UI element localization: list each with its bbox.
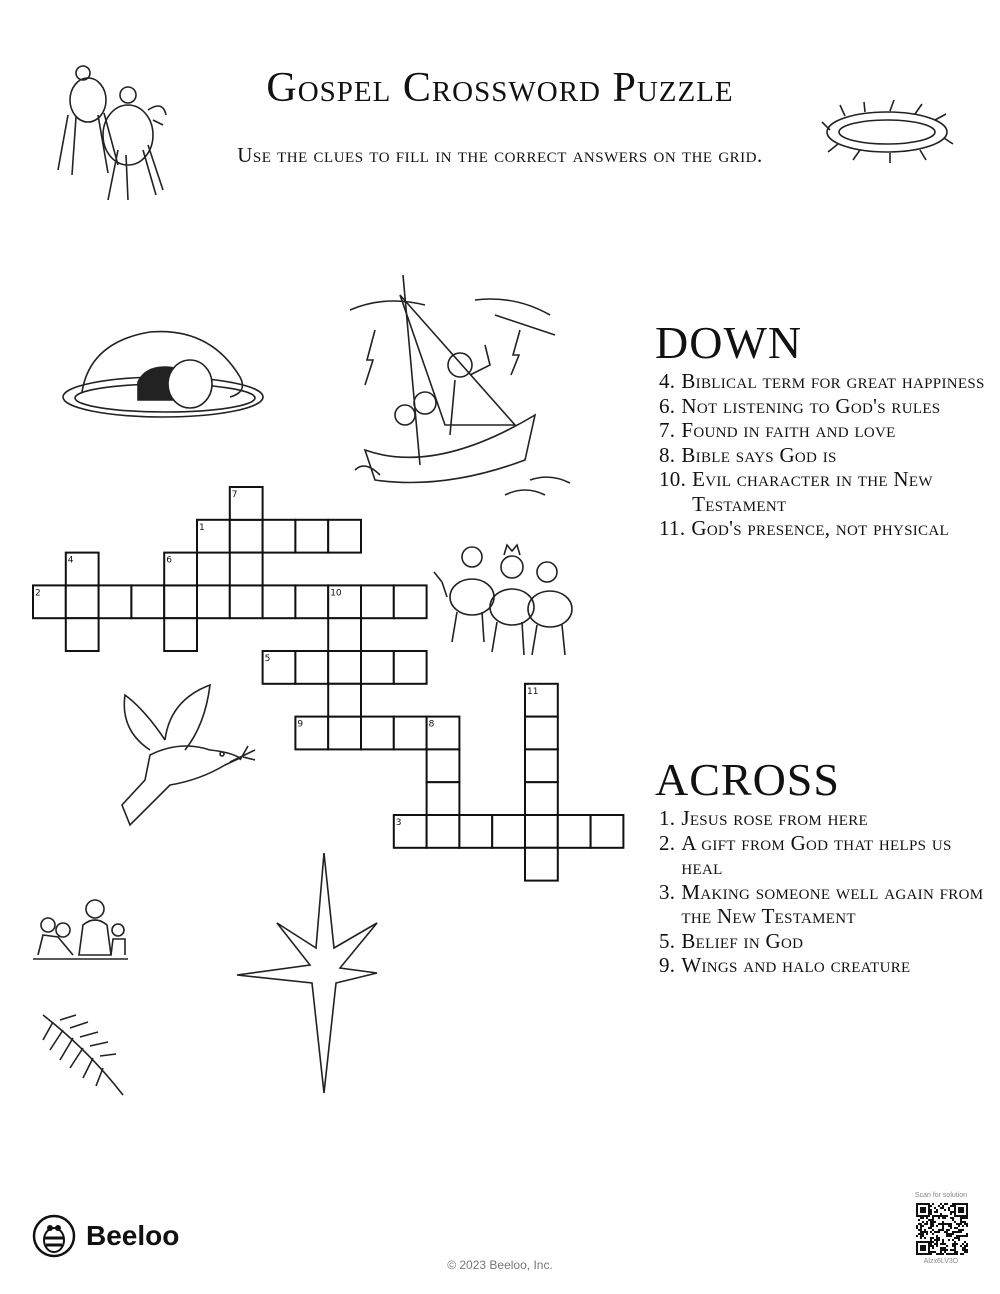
grid-cell[interactable] [295, 520, 328, 553]
clue-text: Found in faith and love [681, 418, 896, 442]
across-clue-1 [659, 831, 985, 880]
grid-cell[interactable] [99, 585, 132, 618]
grid-cell[interactable] [427, 782, 460, 815]
clue-number: 2. [659, 830, 676, 855]
clue-text: God's presence, not physical [691, 516, 949, 540]
grid-cell[interactable] [427, 815, 460, 848]
grid-cell[interactable] [328, 651, 361, 684]
grid-cell[interactable] [328, 618, 361, 651]
grid-cell[interactable] [230, 520, 263, 553]
grid-number-2: 2 [35, 588, 41, 599]
down-clue-0 [659, 369, 985, 394]
across-clue-list [659, 806, 985, 978]
page-title: Gospel Crossword Puzzle [266, 65, 734, 111]
grid-number-7: 7 [231, 490, 238, 500]
clue-number: 9. [659, 953, 676, 977]
down-clue-list [659, 369, 985, 541]
grid-number-6: 6 [166, 555, 172, 566]
grid-cell[interactable] [558, 815, 591, 848]
across-clue-3 [659, 929, 985, 954]
grid-number-3: 3 [395, 818, 402, 828]
clue-number: 8. [659, 442, 676, 467]
crown-of-thorns-icon [820, 100, 955, 165]
grid-cell[interactable] [525, 749, 558, 782]
copyright: © 2023 Beeloo, Inc. [447, 1258, 553, 1272]
across-clue-0 [659, 806, 985, 831]
grid-cell[interactable] [230, 553, 263, 586]
grid-number-1: 1 [199, 522, 205, 533]
brand-name: Beeloo [86, 1220, 180, 1251]
qr-code-id: Alzx6LV3O [923, 1258, 959, 1265]
brand-logo [32, 1214, 179, 1258]
grid-number-11: 11 [527, 686, 539, 697]
qr-caption: Scan for solution [914, 1192, 968, 1199]
grid-cell[interactable] [263, 651, 296, 684]
grid-cell[interactable] [230, 487, 263, 520]
clue-text: A gift from God that helps us heal [681, 830, 952, 879]
bee-logo-icon [32, 1214, 76, 1258]
clue-text: Belief in God [681, 928, 804, 953]
grid-number-4: 4 [67, 555, 74, 566]
clue-number: 1. [659, 806, 676, 830]
grid-cell[interactable] [394, 815, 427, 848]
grid-cell[interactable] [459, 815, 492, 848]
jesus-teaching-icon [33, 895, 128, 965]
across-clue-4 [659, 953, 985, 978]
grid-cell[interactable] [295, 717, 328, 750]
grid-cell[interactable] [328, 717, 361, 750]
clue-text: Wings and halo creature [681, 953, 911, 977]
grid-number-8: 8 [428, 719, 435, 730]
clue-text: Biblical term for great happiness [681, 369, 985, 393]
grid-cell[interactable] [525, 782, 558, 815]
grid-cell[interactable] [164, 585, 197, 618]
grid-cell[interactable] [197, 585, 230, 618]
clue-number: 3. [659, 879, 676, 904]
grid-cell[interactable] [427, 717, 460, 750]
clue-number: 11. [659, 516, 686, 540]
grid-cell[interactable] [525, 717, 558, 750]
clue-text: Evil character in the New Testament [692, 467, 933, 516]
grid-cell[interactable] [66, 585, 99, 618]
grid-cell[interactable] [33, 585, 66, 618]
down-clue-1 [659, 394, 985, 419]
grid-cell[interactable] [295, 585, 328, 618]
grid-number-10: 10 [330, 588, 342, 599]
clue-number: 10. [659, 467, 687, 491]
grid-cell[interactable] [525, 684, 558, 717]
grid-cell[interactable] [394, 651, 427, 684]
wise-men-donkeys-icon [432, 537, 582, 662]
grid-cell[interactable] [492, 815, 525, 848]
wise-men-camels-icon [48, 55, 173, 205]
across-clue-2 [659, 880, 985, 929]
grid-cell[interactable] [361, 585, 394, 618]
grid-cell[interactable] [328, 520, 361, 553]
grid-number-5: 5 [264, 654, 271, 664]
grid-cell[interactable] [361, 717, 394, 750]
clue-text: Jesus rose from here [681, 806, 868, 830]
grid-number-9: 9 [297, 719, 304, 730]
grid-cell[interactable] [66, 618, 99, 651]
grid-cell[interactable] [361, 651, 394, 684]
grid-cell[interactable] [230, 585, 263, 618]
grid-cell[interactable] [164, 553, 197, 586]
qr-code-icon[interactable] [916, 1203, 968, 1255]
page-instructions: Use the clues to fill in the correct answers on the grid. [237, 143, 763, 167]
down-clue-5 [659, 516, 985, 541]
palm-leaf-icon [38, 1010, 128, 1100]
grid-cell[interactable] [197, 520, 230, 553]
clue-number: 5. [659, 928, 676, 953]
clue-number: 4. [659, 369, 676, 393]
grid-cell[interactable] [263, 585, 296, 618]
across-heading: ACROSS [655, 754, 840, 805]
grid-cell[interactable] [66, 553, 99, 586]
clue-text: Making someone well again from the New Testament [681, 879, 984, 928]
grid-cell[interactable] [328, 585, 361, 618]
clue-number: 6. [659, 393, 676, 418]
grid-cell[interactable] [164, 618, 197, 651]
down-clue-3 [659, 443, 985, 468]
grid-cell[interactable] [328, 684, 361, 717]
grid-cell[interactable] [427, 749, 460, 782]
clue-text: Bible says God is [681, 442, 837, 467]
grid-cell[interactable] [394, 717, 427, 750]
boat-storm-icon [345, 275, 585, 500]
grid-cell[interactable] [525, 815, 558, 848]
tomb-icon [60, 322, 270, 422]
down-heading: DOWN [655, 317, 803, 368]
grid-cell[interactable] [394, 585, 427, 618]
down-clue-2 [659, 418, 985, 443]
clue-number: 7. [659, 418, 676, 442]
dove-icon [110, 680, 260, 830]
grid-cell[interactable] [295, 651, 328, 684]
grid-cell[interactable] [131, 585, 164, 618]
star-icon [232, 853, 382, 1098]
down-clue-4 [659, 467, 985, 516]
grid-cell[interactable] [263, 520, 296, 553]
grid-cell[interactable] [525, 848, 558, 881]
grid-cell[interactable] [591, 815, 624, 848]
clue-text: Not listening to God's rules [681, 393, 941, 418]
